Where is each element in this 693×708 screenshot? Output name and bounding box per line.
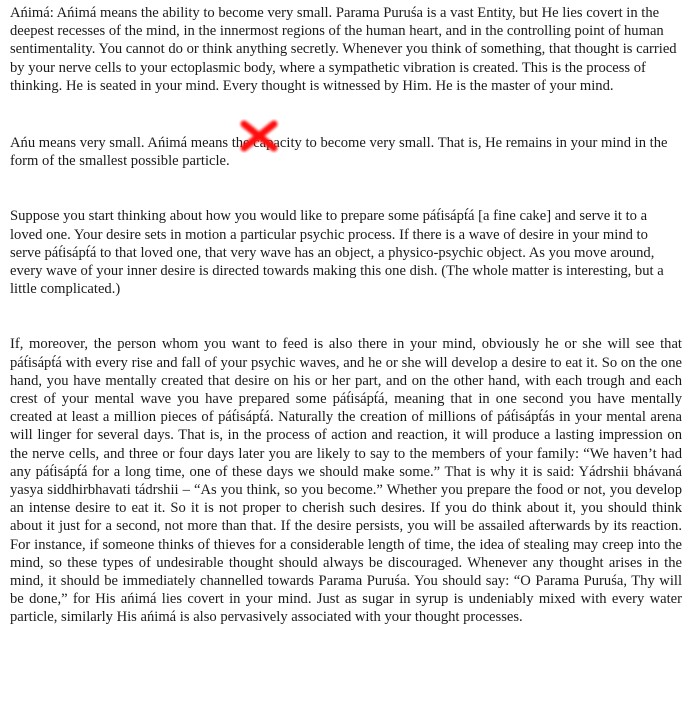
paragraph-patisapta-example: Suppose you start thinking about how you would like to prepare some pát́isápt́á [a fine cake] and serve it to a loved one. Your desire sets in motion a particular psychic process. If there is a wave of desire in your mind to serve pát́isápt́á to that loved one, that very wave has an object, a physico-psychic object. As you move around, every wave of your inner desire is directed towards making this one dish. (The whole matter is interesting, but a little complicated.) xyxy=(10,208,664,298)
red-x-click-marker-icon xyxy=(238,119,280,153)
paragraph-anu-meaning: Ańu means very small. Ańimá means the capacity to become very small. That is, He remains in your mind in the form of the smallest possible particle. xyxy=(10,135,668,170)
paragraph-animaa-definition: Ańimá: Ańimá means the ability to become very small. Parama Puruśa is a vast Entity, but He lies covert in the deepest recesses of the mind, in the innermost regions of the human heart, and in the controlling point of human sentimentality. You cannot do or think anything secretly. Whenever you think of something, that thought is carried by your nerve cells to your ectoplasmic body, where a sympathetic vibration is created. This is the process of thinking. He is seated in your mind. Every thought is witnessed by Him. He is the master of your mind. xyxy=(10,5,677,94)
paragraph-mental-process: If, moreover, the person whom you want to feed is also there in your mind, obviously he or she will see that pát́isápt́á with every rise and fall of your psychic waves, and he or she will develop a desire to eat it. So on the one hand, you have mentally created that desire on his or her part, and on the other hand, with each trough and each crest of your mental wave you have prepared some pát́isápt́á, meaning that in one second you have mentally created at least a million pieces of pát́isápt́á. Naturally the creation of millions of pát́isápt́ás in your mental arena will linger for several days. That is, in the process of action and reaction, it will produce a lasting impression on the nerve cells, and three or four days later you are likely to say to the members of your family: “We haven’t had any pát́isápt́á for a long time, one of these days we should make some.” That is why it is said: Yádrshii bhávaná yasya siddhirbhavati tádrshii – “As you think, so you become.” Whether you prepare the food or not, you develop an intense desire to eat it. So it is not proper to cherish such desires. If you do think about it, you should think about it just for a second, not more than that. If the desire persists, you will be assailed afterwards by its reaction. For instance, if someone thinks of thieves for a considerable length of time, the idea of stealing may creep into the mind, so these types of undesirable thought should always be discouraged. Whenever any thought arises in the mind, it should be immediately channelled towards Parama Puruśa. You should say: “O Parama Puruśa, Thy will be done,” for His ańimá lies covert in your mind. Just as sugar in syrup is undeniably mixed with every water particle, similarly His ańimá is also pervasively associated with your thought processes. xyxy=(10,336,682,626)
document-body xyxy=(10,4,682,627)
